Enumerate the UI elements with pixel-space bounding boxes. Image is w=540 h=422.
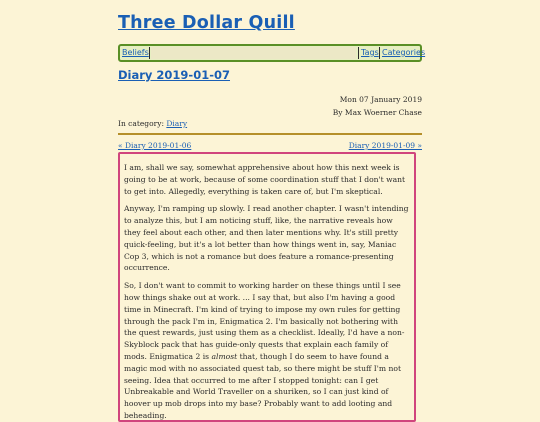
nav-bar <box>118 44 426 62</box>
nav-link-categories[interactable]: Categories <box>382 48 426 57</box>
post-author: By Max Woerner Chase <box>332 108 422 117</box>
post-paragraph: Anyway, I'm ramping up slowly. I read another chapter. I wasn't intending to analyze this, but I am noticing stuff, like, the narrative reveals how they feel about each other, and then later mentions why. It's still pretty quick-feeling, but it's a lot better than how things went in, say, Maniac Cop 3, which is not a romance but does feature a romance-presenting occurrence. <box>124 204 409 273</box>
post-title-link[interactable]: Diary 2019-01-07 <box>118 68 230 82</box>
category-label: In category: <box>118 119 164 128</box>
nav-link-tags[interactable]: Tags <box>361 48 379 57</box>
paragraph-text: So, I don't want to commit to working harder on these things until I see how things shake out at work. ... I say that, but also I'm having a good time in Minecraft. I'm kind of trying to impose my own rules for getting through the pack I'm in, Enigmatica 2. I'm basically not bothering with the quest rewards, just using them as a checklist. Ideally, I'd have a non-Skyblock pack that has guide-only quests that explain each family of mods. Enigmatica 2 is <box>124 281 405 361</box>
site-title-link[interactable]: Three Dollar Quill <box>118 13 295 33</box>
post-paragraph <box>124 280 410 422</box>
paragraph-emphasis: almost <box>211 351 238 361</box>
paragraph-text: that, though I do seem to have found a magic mod with no associated quest tab, so there might be stuff I'm not seeing. Idea that occurred to me after I stopped tonight: can I get Unbreakable and World Traveller on a shuriken, so I can just kind of hoover up mob drops into my base? Probably want to add looting and beheading. <box>124 351 402 420</box>
nav-separator <box>149 47 150 59</box>
post-paragraph: I am, shall we say, somewhat apprehensive about how this next week is going to be at work, because of some coordination stuff that I don't want to get into. Allegedly, everything is taken care of, but I'm skeptical. <box>124 163 406 196</box>
nav-link-beliefs[interactable]: Beliefs <box>122 48 149 57</box>
post-date: Mon 07 January 2019 <box>339 95 422 104</box>
nav-empty-area <box>151 47 356 59</box>
divider <box>118 133 422 135</box>
post-body <box>118 152 416 422</box>
prev-post-link[interactable]: « Diary 2019-01-06 <box>118 141 192 150</box>
category-link-diary[interactable]: Diary <box>166 119 188 128</box>
post-category <box>118 119 187 128</box>
nav-separator <box>379 47 380 59</box>
nav-separator <box>358 47 359 59</box>
next-post-link[interactable]: Diary 2019-01-09 » <box>348 141 422 150</box>
